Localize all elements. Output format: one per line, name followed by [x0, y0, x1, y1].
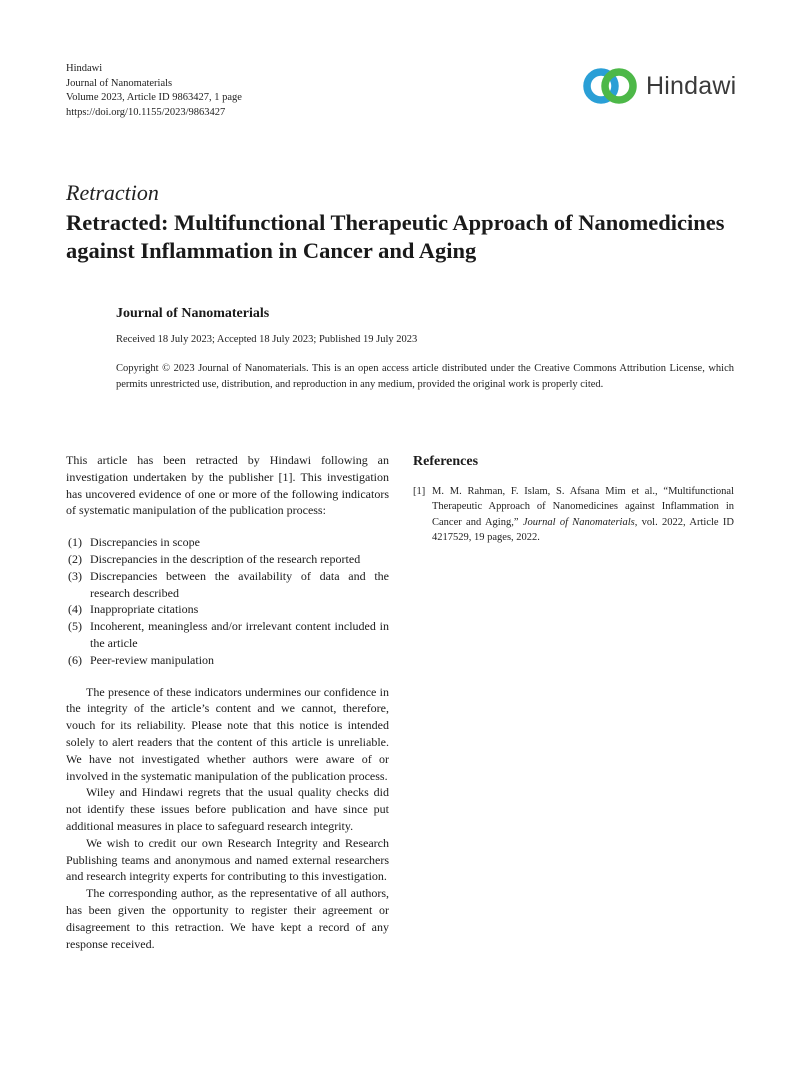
body-paragraph: The corresponding author, as the representative of all authors, has been given the opportunity to register their agreement or disagreement to this retraction. We have kept a record of any response received. — [66, 886, 389, 951]
list-item: (6) Peer-review manipulation — [68, 652, 215, 667]
retraction-body — [66, 452, 389, 952]
article-type: Retraction — [66, 180, 159, 205]
body-paragraph: We wish to credit our own Research Integrity and Research Publishing teams and anonymous and named external researchers and research integrity experts for contributing to this investigation. — [66, 835, 389, 884]
reference-number: [1] — [413, 486, 426, 497]
list-item: (1) Discrepancies in scope — [68, 535, 200, 550]
references-heading: References — [413, 454, 479, 469]
doi-link[interactable]: https://doi.org/10.1155/2023/9863427 — [66, 106, 226, 118]
body-paragraph: Wiley and Hindawi regrets that the usual quality checks did not identify these issues before publication and have since put additional measures in place to safeguard research integrity. — [66, 785, 389, 833]
publication-dates: Received 18 July 2023; Accepted 18 July 2023; Published 19 July 2023 — [116, 334, 418, 345]
logo-wordmark: Hindawi — [646, 71, 737, 100]
references-section — [413, 454, 734, 545]
volume-info: Volume 2023, Article ID 9863427, 1 page — [66, 92, 242, 103]
publisher-name: Hindawi — [66, 63, 103, 74]
list-item: (2) Discrepancies in the description of the research reported — [68, 551, 361, 566]
journal-name: Journal of Nanomaterials — [66, 77, 173, 89]
list-item: (5) Incoherent, meaningless and/or irrelevant content included in the article — [68, 619, 389, 650]
list-item: (4) Inappropriate citations — [68, 602, 199, 617]
intro-paragraph: This article has been retracted by Hindawi following an investigation undertaken by the publisher [1]. This investigation has uncovered evidence of one or more of the following indicators of systematic manipulation of the publication process: — [66, 453, 389, 518]
hindawi-logo-icon — [582, 64, 640, 108]
article-author: Journal of Nanomaterials — [116, 306, 270, 321]
copyright-notice: Copyright © 2023 Journal of Nanomaterials. This is an open access article distributed under the Creative Commons Attribution License, which permits unrestricted use, distribution, and reproduction in any medium, provided the original work is properly cited. — [116, 363, 734, 390]
indicator-list — [66, 534, 389, 668]
hindawi-logo — [582, 64, 736, 108]
reference-text: M. M. Rahman, F. Islam, S. Afsana Mim et al., “Multifunctional Therapeutic Approach of Nanomedicines against Inflammation in Cancer and Aging,” Journal of Nanomaterials, vol. 2022, Article ID 4217529, 19 pages, 2022. — [432, 486, 734, 543]
body-paragraph: The presence of these indicators undermines our confidence in the integrity of the article’s content and we cannot, therefore, vouch for its reliability. Please note that this notice is intended solely to alert readers that the content of this article is unreliable. We have not investigated whether authors were aware of or involved in the systematic manipulation of the publication process. — [66, 684, 389, 783]
article-title: Retracted: Multifunctional Therapeutic Approach of Nanomedicines against Inflammation in Cancer and Aging — [66, 210, 725, 263]
list-item: (3) Discrepancies between the availability of data and the research described — [68, 568, 389, 600]
reference-journal: Journal of Nanomaterials — [522, 516, 635, 528]
reference-item — [413, 484, 734, 545]
article-metadata — [66, 62, 242, 120]
